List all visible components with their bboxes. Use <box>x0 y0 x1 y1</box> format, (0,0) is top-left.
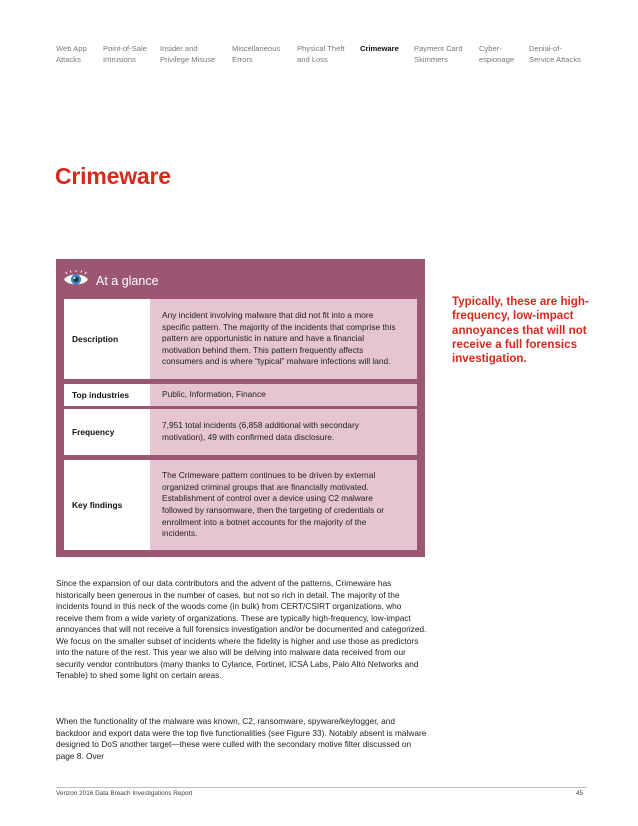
glance-row-value: 7,951 total incidents (6,858 additional with secondary motivation), 49 with confirmed data disclosure. <box>150 409 417 455</box>
body-paragraph-2: When the functionality of the malware was known, C2, ransomware, spyware/keylogger, and backdoor and export data were the top five functionalities (see Figure 33). Notably absent is malware designed to DoS another target—these were culled with the secondary motive filter discussed on page 8. Over <box>56 716 427 761</box>
glance-row-top-industries <box>64 384 417 406</box>
glance-row-value: Any incident involving malware that did not fit into a more specific pattern. The majority of the incidents that comprise this pattern are opportunistic in nature and have a financial motivation behind them. This pattern frequently affects consumers and is where “typical” malware infections will land. <box>150 299 417 379</box>
nav-item-miscellaneous-errors[interactable]: Miscellaneous Errors <box>232 44 281 64</box>
nav-item-web-app-attacks[interactable]: Web App Attacks <box>56 44 87 64</box>
page-number: 45 <box>576 790 584 797</box>
nav-item-payment-card-skimmers[interactable]: Payment Card Skimmers <box>414 44 463 64</box>
footer-divider <box>56 787 587 788</box>
glance-row-description <box>64 299 417 379</box>
glance-row-label: Top industries <box>64 384 150 406</box>
glance-row-value: Public, Information, Finance <box>150 384 417 406</box>
nav-item-crimeware[interactable]: Crimeware <box>360 44 399 53</box>
body-paragraph-1: Since the expansion of our data contributors and the advent of the patterns, Crimeware has historically been generous in the number of cases, but not so rich in detail. The majority of the incidents found in this neck of the woods come (in bulk) from CERT/CSIRT organizations, who receive them from a wide variety of organizations. These are typically high-frequency, low-impact annoyances that will not receive a full forensics investigation and/or be documented and categorized. We focus on the smaller subset of incidents where the fidelity is higher and use those as predictors into the nature of the rest. This year we also will be delving into malware data received from our security vendor contributors (many thanks to Cylance, Fortinet, ICSA Labs, Palo Alto Networks and Tenable) to shed some light on certain areas. <box>56 578 427 680</box>
at-a-glance-header <box>56 259 425 299</box>
glance-row-key-findings <box>64 460 417 550</box>
nav-item-denial-of-service[interactable]: Denial-of- Service Attacks <box>529 44 581 64</box>
glance-row-label: Key findings <box>64 460 150 550</box>
nav-item-physical-theft-loss[interactable]: Physical Theft and Loss <box>297 44 345 64</box>
at-a-glance-title: At a glance <box>96 274 159 288</box>
page-title: Crimeware <box>55 163 171 189</box>
at-a-glance-panel <box>56 259 425 557</box>
nav-item-cyber-espionage[interactable]: Cyber- espionage <box>479 44 515 64</box>
glance-row-label: Description <box>64 299 150 379</box>
nav-item-point-of-sale-intrusions[interactable]: Point-of-Sale Intrusions <box>103 44 147 64</box>
nav-item-insider-privilege-misuse[interactable]: Insider and Privilege Misuse <box>160 44 216 64</box>
eye-icon <box>63 270 89 289</box>
footer-report-title: Verizon 2016 Data Breach Investigations Report <box>56 790 193 797</box>
glance-row-label: Frequency <box>64 409 150 455</box>
pattern-nav <box>56 44 596 74</box>
glance-row-frequency <box>64 409 417 455</box>
pull-quote: Typically, these are high-frequency, low-impact annoyances that will not receive a full forensics investigation. <box>452 295 589 366</box>
glance-row-value: The Crimeware pattern continues to be driven by external organized criminal groups that are financially motivated. Establishment of control over a device using C2 malware followed by ransomware, then the targeting of credentials or enrollment into a botnet accounts for the majority of the incidents. <box>150 460 417 550</box>
